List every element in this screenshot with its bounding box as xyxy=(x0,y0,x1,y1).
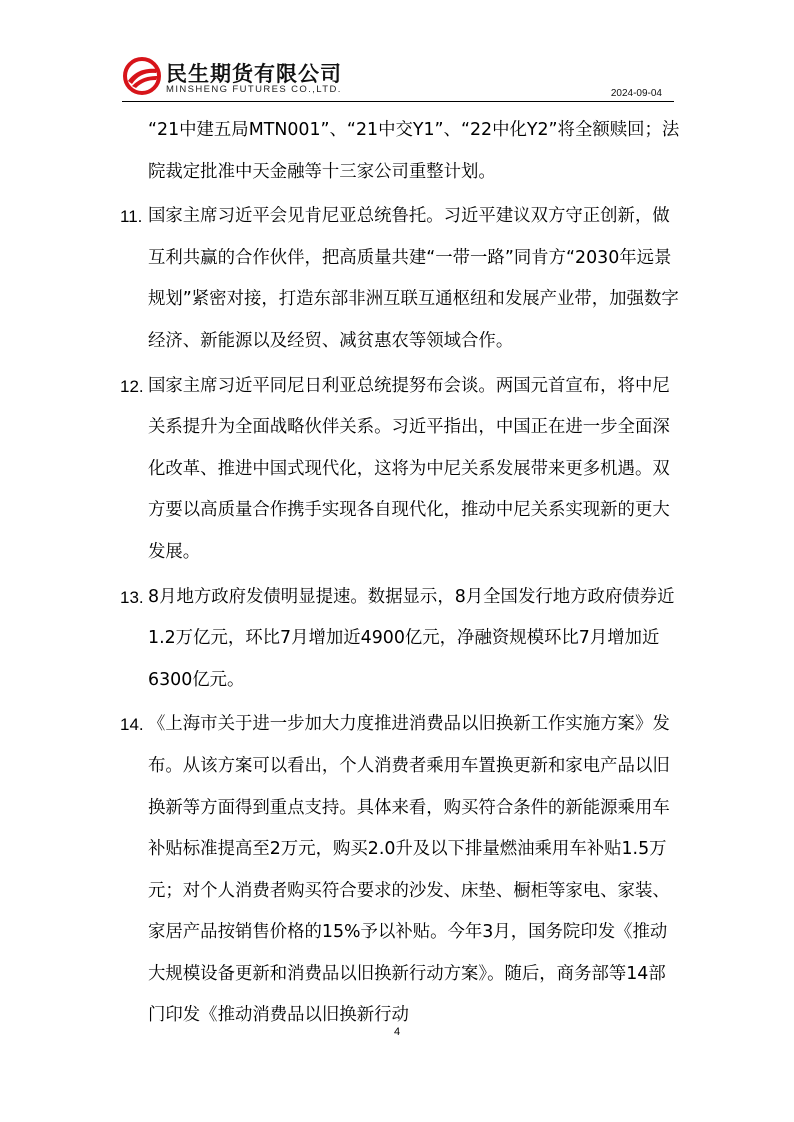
paragraph-10-continued xyxy=(120,110,680,193)
page-header xyxy=(122,56,674,102)
brand-name-cn: 民生期货有限公司 xyxy=(166,62,342,86)
paragraph-number: 14. xyxy=(120,715,144,735)
document-body xyxy=(120,110,680,1040)
brand-name-en: MINSHENG FUTURES CO.,LTD. xyxy=(166,84,342,95)
page-number: 4 xyxy=(393,1026,401,1038)
report-date: 2024-09-04 xyxy=(610,88,662,99)
paragraph-13 xyxy=(120,577,680,702)
minsheng-logo-icon xyxy=(122,56,162,96)
paragraph-14 xyxy=(120,704,680,1037)
paragraph-text: 8月地方政府发债明显提速。数据显示，8月全国发行地方政府债券近1.2万亿元，环比7月增加近4900亿元，净融资规模环比7月增加近6300亿元。 xyxy=(148,586,675,690)
paragraph-12 xyxy=(120,366,680,574)
paragraph-text: “21中建五局MTN001”、“21中交Y1”、“22中化Y2”将全额赎回；法院裁定批准中天金融等十三家公司重整计划。 xyxy=(148,120,680,182)
paragraph-text: 国家主席习近平会见肯尼亚总统鲁托。习近平建议双方守正创新，做互利共赢的合作伙伴，把高质量共建“一带一路”同肯方“2030年远景规划”紧密对接，打造东部非洲互联互通枢纽和发展产业带，加强数字经济、新能源以及经贸、减贫惠农等领域合作。 xyxy=(148,206,679,351)
paragraph-11 xyxy=(120,196,680,362)
paragraph-number: 11. xyxy=(120,207,143,227)
paragraph-number: 13. xyxy=(120,587,144,607)
header-divider xyxy=(122,101,674,102)
paragraph-text: 国家主席习近平同尼日利亚总统提努布会谈。两国元首宣布，将中尼关系提升为全面战略伙伴关系。习近平指出，中国正在进一步全面深化改革、推进中国式现代化，这将为中尼关系发展带来更多机遇。双方要以高质量合作携手实现各自现代化，推动中尼关系实现新的更大发展。 xyxy=(148,375,670,562)
paragraph-text: 《上海市关于进一步加大力度推进消费品以旧换新工作实施方案》发布。从该方案可以看出，个人消费者乘用车置换更新和家电产品以旧换新等方面得到重点支持。具体来看，购买符合条件的新能源乘用车补贴标准提高至2万元，购买2.0升及以下排量燃油乘用车补贴1.5万元；对个人消费者购买符合要求的沙发、床垫、橱柜等家电、家装、家居产品按销售价格的15%予以补贴。今年3月，国务院印发《推动大规模设备更新和消费品以旧换新行动方案》。随后，商务部等14部门印发《推动消费品以旧换新行动 xyxy=(148,714,670,1026)
paragraph-number: 12. xyxy=(120,376,144,396)
